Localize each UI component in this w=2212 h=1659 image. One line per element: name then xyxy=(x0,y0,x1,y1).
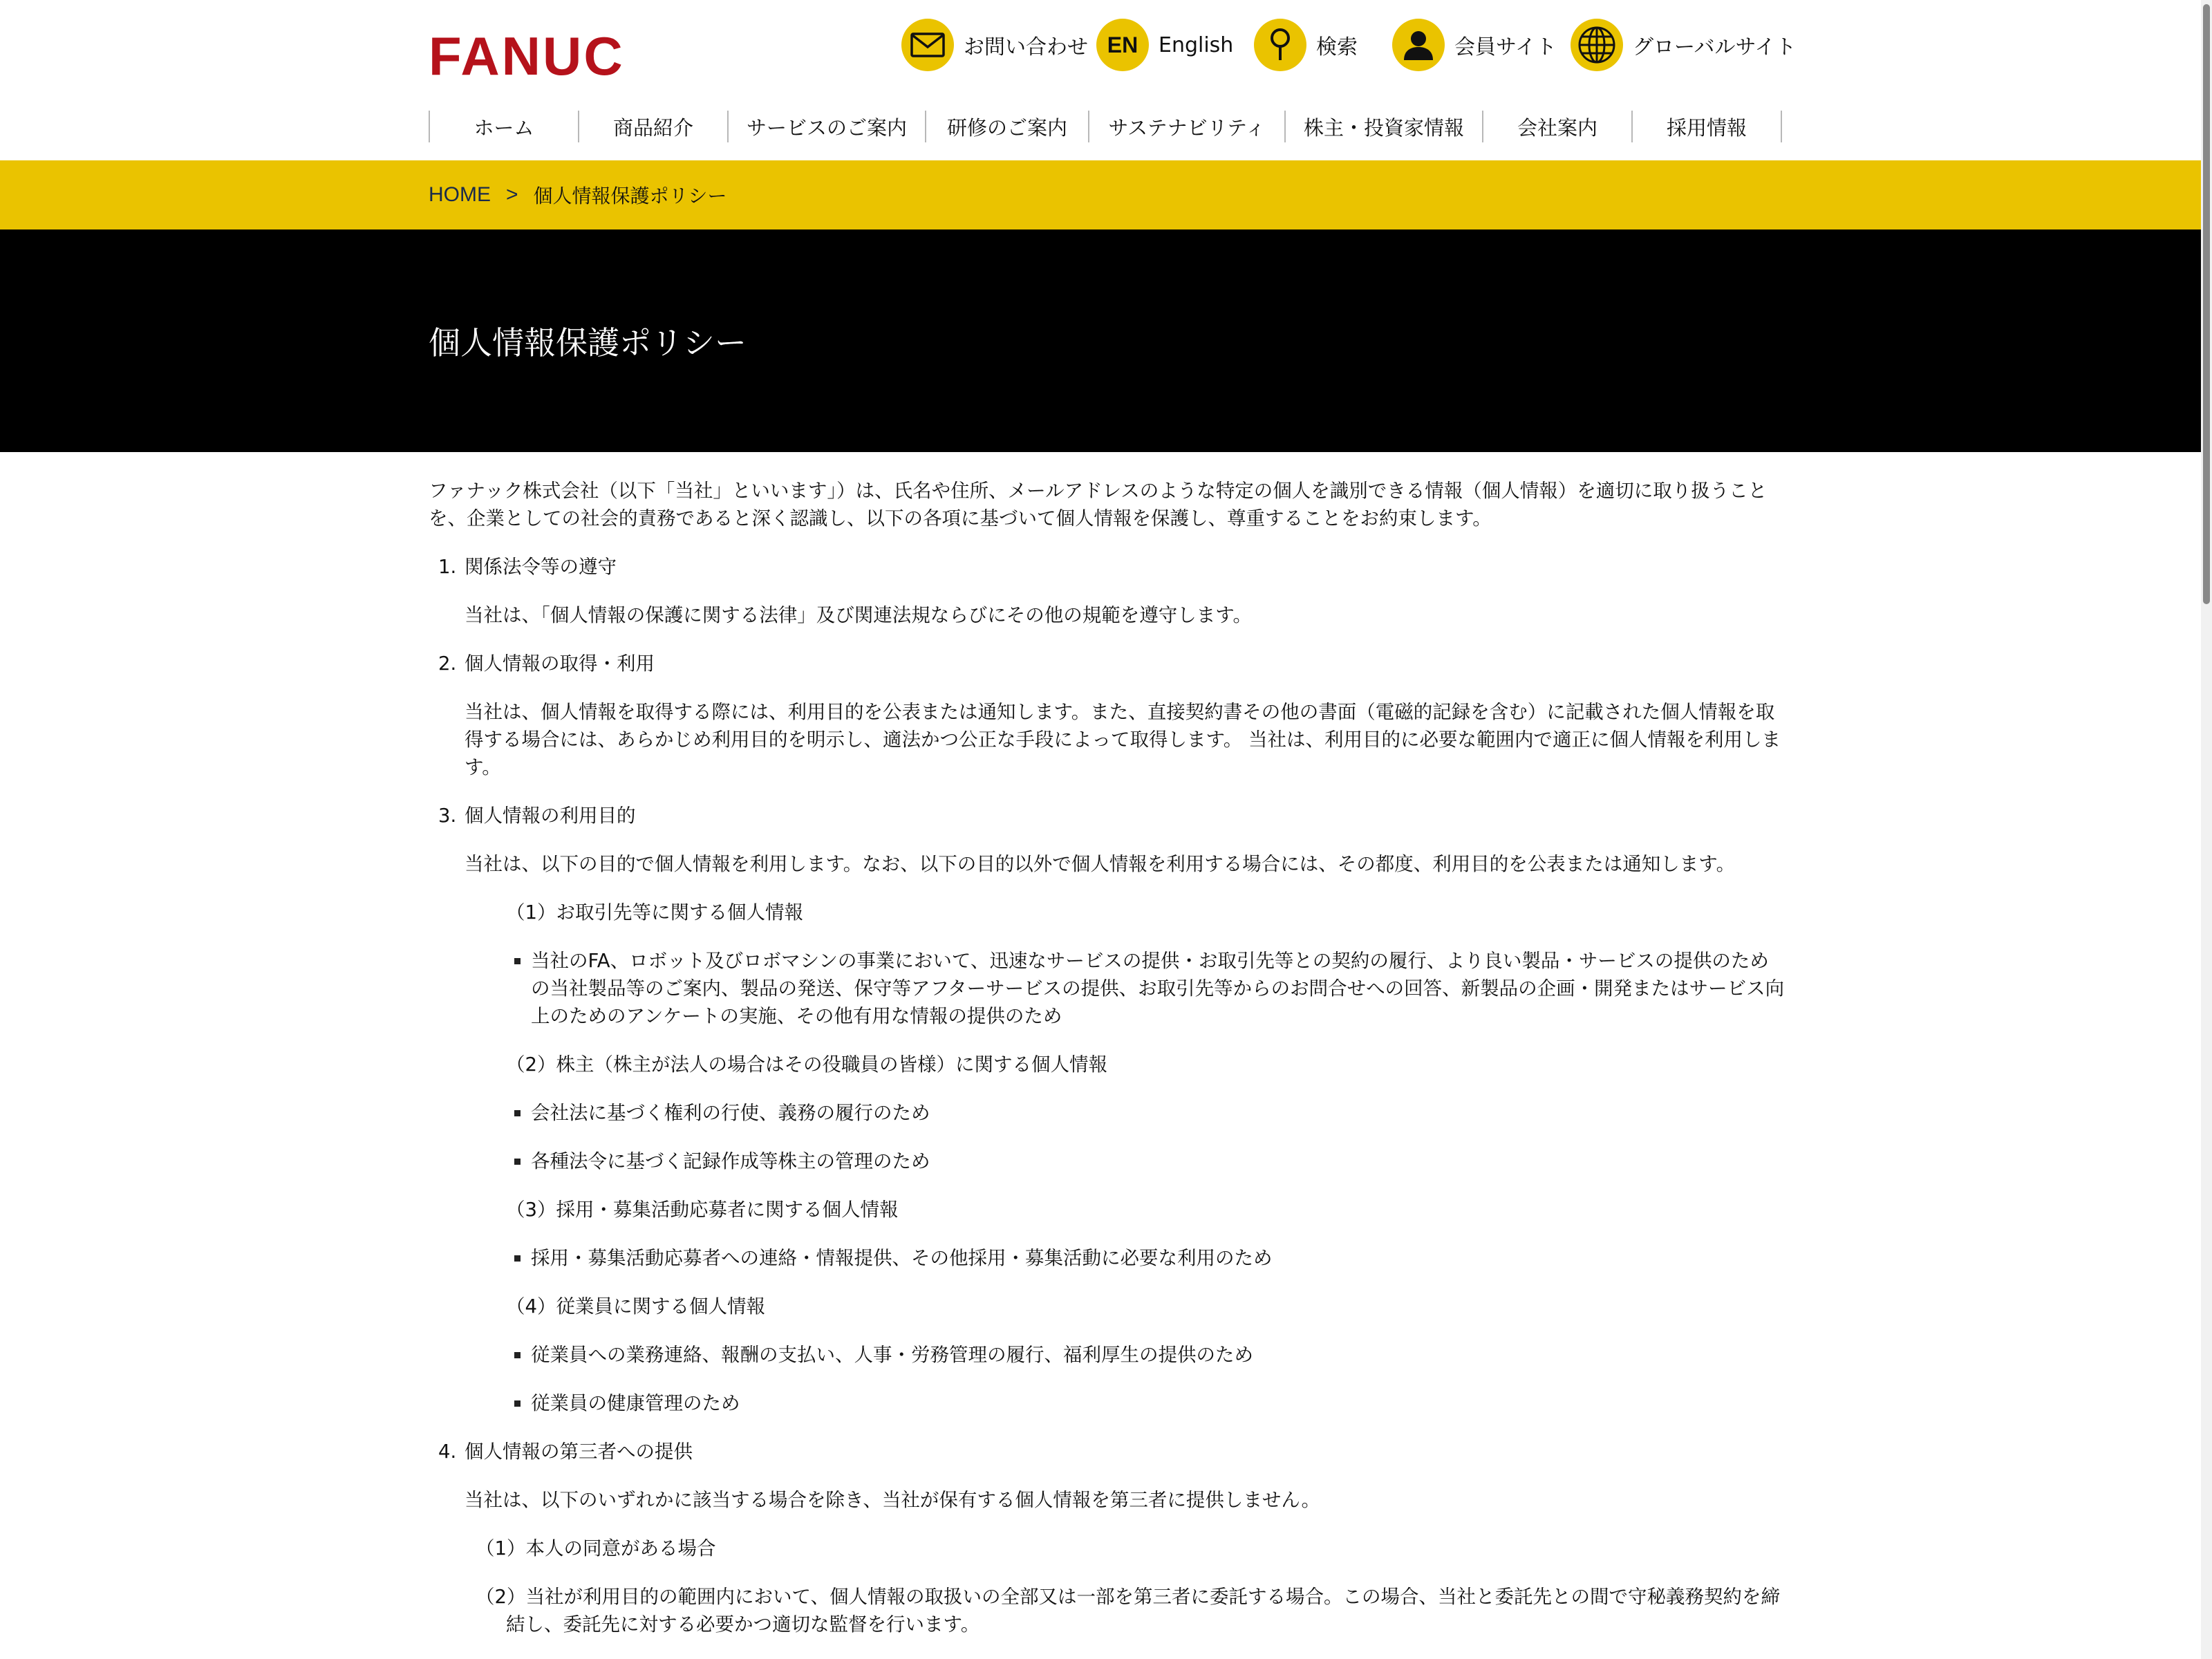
search-link[interactable] xyxy=(1254,18,1358,72)
list-item-text: 従業員への業務連絡、報酬の支払い、人事・労務管理の履行、福利厚生の提供のため xyxy=(531,1344,1253,1366)
section-heading xyxy=(429,553,1786,581)
mail-icon xyxy=(901,19,954,71)
list-item xyxy=(513,1147,1786,1175)
case-item: （2）当社が利用目的の範囲内において、個人情報の取扱いの全部又は一部を第三者に委託する場合。この場合、当社と委託先との間で守秘義務契約を締結し、委託先に対する必要かつ適切な監督を行います。 xyxy=(476,1586,1780,1635)
nav-sustainability[interactable]: サステナビリティ xyxy=(1088,111,1284,142)
subsection-heading: （1）お取引先等に関する個人情報 xyxy=(506,901,803,924)
breadcrumb xyxy=(0,160,2212,229)
section-heading xyxy=(429,650,1786,677)
en-badge-icon xyxy=(1096,19,1149,71)
section-heading xyxy=(429,1438,1786,1465)
subsection-heading: （3）採用・募集活動応募者に関する個人情報 xyxy=(506,1199,899,1221)
section-number: 2. xyxy=(438,653,457,675)
page-hero xyxy=(0,229,2212,452)
square-bullet-icon xyxy=(513,1389,531,1417)
section-title: 関係法令等の遵守 xyxy=(465,556,617,578)
user-icon xyxy=(1392,19,1445,71)
scrollbar-thumb[interactable] xyxy=(2203,4,2210,604)
member-site-link[interactable] xyxy=(1392,18,1557,72)
list-item-text: 会社法に基づく権利の行使、義務の履行のため xyxy=(531,1102,930,1124)
contact-link[interactable] xyxy=(901,18,1088,72)
square-bullet-icon xyxy=(513,947,531,1030)
section-number: 1. xyxy=(438,556,457,578)
section-number: 4. xyxy=(438,1441,457,1463)
nav-products[interactable]: 商品紹介 xyxy=(578,111,727,142)
contact-label: お問い合わせ xyxy=(964,35,1088,59)
square-bullet-icon xyxy=(513,1099,531,1127)
nav-investors[interactable]: 株主・投資家情報 xyxy=(1284,111,1482,142)
english-link[interactable] xyxy=(1096,18,1233,72)
en-badge-text: EN xyxy=(1107,32,1138,57)
fanuc-logo[interactable]: FANUC xyxy=(429,26,625,86)
breadcrumb-home[interactable]: HOME xyxy=(429,183,491,206)
global-site-label: グローバルサイト xyxy=(1633,35,1797,59)
search-icon xyxy=(1254,19,1306,71)
case-item: （1）本人の同意がある場合 xyxy=(476,1537,716,1559)
section-title: 個人情報の取得・利用 xyxy=(465,653,655,675)
section-title: 個人情報の利用目的 xyxy=(465,805,636,827)
section-title: 個人情報の第三者への提供 xyxy=(465,1441,693,1463)
global-nav xyxy=(429,111,1782,142)
list-item xyxy=(513,947,1786,1030)
nav-services[interactable]: サービスのご案内 xyxy=(727,111,925,142)
section-text: 当社は、「個人情報の保護に関する法律」及び関連法規ならびにその他の規範を遵守します。 xyxy=(465,604,1253,626)
square-bullet-icon xyxy=(513,1147,531,1175)
search-label: 検索 xyxy=(1316,35,1358,59)
list-item xyxy=(513,1244,1786,1272)
page-title: 個人情報保護ポリシー xyxy=(429,324,747,362)
list-item-text: 従業員の健康管理のため xyxy=(531,1392,740,1414)
policy-content xyxy=(429,477,1786,1659)
list-item xyxy=(513,1099,1786,1127)
nav-recruit[interactable]: 採用情報 xyxy=(1631,111,1782,142)
section-text: 当社は、以下の目的で個人情報を利用します。なお、以下の目的以外で個人情報を利用する場合には、その都度、利用目的を公表または通知します。 xyxy=(465,853,1736,875)
subsection-heading: （2）株主（株主が法人の場合はその役職員の皆様）に関する個人情報 xyxy=(506,1053,1107,1076)
page-scrollbar[interactable] xyxy=(2201,0,2212,1659)
globe-icon xyxy=(1571,19,1623,71)
intro-paragraph: ファナック株式会社（以下「当社」といいます」）は、氏名や住所、メールアドレスのような特定の個人を識別できる情報（個人情報）を適切に取り扱うことを、企業としての社会的責務であると深く認識し、以下の各項に基づいて個人情報を保護し、尊重することをお約束します。 xyxy=(429,480,1768,529)
square-bullet-icon xyxy=(513,1244,531,1272)
section-text: 当社は、以下のいずれかに該当する場合を除き、当社が保有する個人情報を第三者に提供しません。 xyxy=(465,1489,1321,1511)
section-text: 当社は、個人情報を取得する際には、利用目的を公表または通知します。また、直接契約書その他の書面（電磁的記録を含む）に記載された個人情報を取得する場合には、あらかじめ利用目的を明示し、適法かつ公正な手段によって取得します。 当社は、利用目的に必要な範囲内で適正に個人情報を利用します。 xyxy=(465,701,1781,778)
list-item-text: 各種法令に基づく記録作成等株主の管理のため xyxy=(531,1150,930,1172)
breadcrumb-separator: > xyxy=(506,183,518,206)
list-item xyxy=(513,1341,1786,1369)
list-item-text: 採用・募集活動応募者への連絡・情報提供、その他採用・募集活動に必要な利用のため xyxy=(531,1247,1273,1269)
nav-training[interactable]: 研修のご案内 xyxy=(925,111,1088,142)
member-site-label: 会員サイト xyxy=(1454,35,1557,59)
site-header xyxy=(0,0,2212,160)
nav-home[interactable]: ホーム xyxy=(429,111,578,142)
breadcrumb-current: 個人情報保護ポリシー xyxy=(533,185,727,207)
nav-company[interactable]: 会社案内 xyxy=(1482,111,1631,142)
section-number: 3. xyxy=(438,805,457,827)
section-heading xyxy=(429,802,1786,830)
list-item-text: 当社のFA、ロボット及びロボマシンの事業において、迅速なサービスの提供・お取引先等との契約の履行、より良い製品・サービスの提供のための当社製品等のご案内、製品の発送、保守等アフターサービスの提供、お取引先等からのお問合せへの回答、新製品の企画・開発またはサービス向上のためのアンケートの実施、その他有用な情報の提供のため xyxy=(531,950,1785,1027)
list-item xyxy=(513,1389,1786,1417)
square-bullet-icon xyxy=(513,1341,531,1369)
english-label: English xyxy=(1159,32,1234,57)
subsection-heading: （4）従業員に関する個人情報 xyxy=(506,1295,765,1318)
global-site-link[interactable] xyxy=(1571,18,1796,72)
